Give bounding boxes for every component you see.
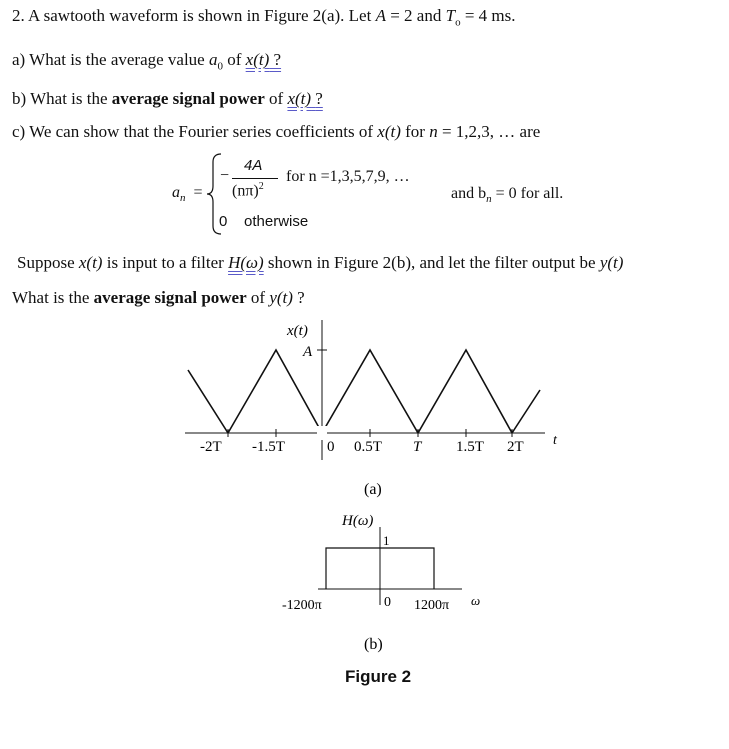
intro-text: 2. A sawtooth waveform is shown in Figure 2(a). Let bbox=[12, 6, 372, 25]
intro-value: = 4 ms. bbox=[464, 6, 516, 25]
fig-a-zero-gap bbox=[317, 426, 327, 440]
suppose-line bbox=[17, 253, 623, 273]
an-symbol: $a_n$ = bbox=[172, 184, 203, 205]
qc-suffix: = 1,2,3, … are bbox=[441, 122, 541, 141]
qp-text: What is the bbox=[12, 288, 90, 307]
fig-a-ylabel: x(t) bbox=[287, 323, 308, 339]
qc-n: n bbox=[429, 122, 438, 141]
qp-yt: y(t) bbox=[269, 288, 293, 307]
qp-q: ? bbox=[297, 288, 305, 307]
question-a bbox=[12, 50, 281, 72]
fraction-bar bbox=[232, 178, 278, 179]
fig-a-tick-label: -1.5T bbox=[252, 439, 285, 455]
qb-bold: average signal power bbox=[111, 89, 265, 108]
qp-bold: average signal power bbox=[93, 288, 247, 307]
fig-b-caption: (b) bbox=[364, 636, 383, 653]
numerator: 4A bbox=[244, 157, 263, 174]
fig-b-zero-label: 0 bbox=[384, 595, 391, 610]
qc-text: c) We can show that the Fourier series coefficients of bbox=[12, 122, 374, 141]
question-power bbox=[12, 288, 305, 308]
fig-a-caption: (a) bbox=[364, 481, 382, 498]
fig-a-tick-label: 0 bbox=[327, 439, 335, 455]
intro-sub: o bbox=[455, 16, 461, 29]
suppose-tail: shown in Figure 2(b), and let the filter output be bbox=[267, 253, 596, 272]
bn-formula: and $b_n = 0$ for all. bbox=[451, 185, 564, 206]
question-b bbox=[12, 89, 323, 109]
minus-sign: − bbox=[220, 167, 230, 184]
fig-a-tick-label: 2T bbox=[507, 439, 524, 455]
qa-of: of bbox=[227, 50, 242, 69]
fig-a-tick-label: T bbox=[413, 439, 422, 455]
fig-b-level-label: 1 bbox=[383, 533, 390, 548]
figure-title: Figure 2 bbox=[345, 667, 412, 686]
qc-xt: x(t) bbox=[377, 122, 401, 141]
fig-a-xlabel: t bbox=[553, 433, 557, 448]
fig-b-xlabel: ω bbox=[471, 593, 481, 608]
question-c bbox=[12, 122, 540, 142]
qa-sub: 0 bbox=[217, 60, 223, 73]
case-odd-n: for n =1,3,5,7,9, … bbox=[286, 168, 410, 185]
qp-of: of bbox=[250, 288, 266, 307]
qa-xt: x(t) bbox=[245, 50, 270, 69]
suppose-text: Suppose bbox=[17, 253, 75, 272]
figure-a bbox=[0, 310, 729, 510]
qb-xt: x(t) bbox=[287, 89, 312, 108]
fig-a-tick-label: 1.5T bbox=[456, 439, 484, 455]
qa-text: a) What is the average value bbox=[12, 50, 205, 69]
problem-intro bbox=[12, 6, 516, 28]
fig-a-tick-label: -2T bbox=[200, 439, 222, 455]
case-zero: 0 bbox=[219, 213, 228, 230]
intro-eq: = 2 and bbox=[390, 6, 442, 25]
suppose-mid: is input to a filter bbox=[106, 253, 224, 272]
qa-var: a bbox=[208, 50, 218, 69]
intro-var-A: A bbox=[375, 6, 386, 25]
fig-b-right-label: 1200π bbox=[414, 598, 450, 613]
intro-var-T: T bbox=[445, 6, 456, 25]
denominator: $(n\pi)^2$ bbox=[232, 181, 264, 200]
qa-q: ? bbox=[273, 50, 282, 69]
suppose-xt: x(t) bbox=[78, 253, 103, 272]
qb-of: of bbox=[269, 89, 284, 108]
suppose-H: H(ω) bbox=[228, 253, 264, 272]
fig-a-tick-label: 0.5T bbox=[354, 439, 382, 455]
fig-a-amp-label: A bbox=[303, 344, 313, 360]
qb-q: ? bbox=[315, 89, 323, 108]
case-otherwise: otherwise bbox=[244, 213, 309, 230]
suppose-yt: y(t) bbox=[599, 253, 624, 272]
qb-text: b) What is the bbox=[12, 89, 108, 108]
qc-for: for bbox=[405, 122, 425, 141]
fig-b-ylabel: H(ω) bbox=[342, 513, 374, 529]
fig-a-waveform bbox=[188, 350, 540, 433]
fig-b-left-label: -1200π bbox=[282, 598, 322, 613]
